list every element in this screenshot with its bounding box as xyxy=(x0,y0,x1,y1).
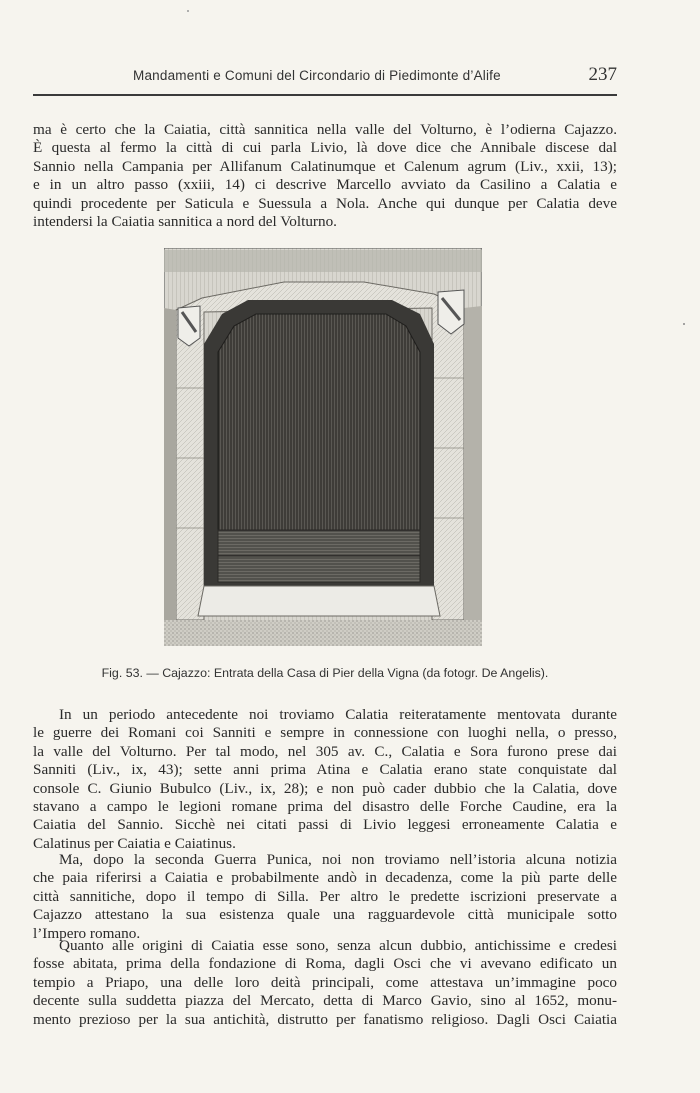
paragraph-calatia-guerre xyxy=(33,706,617,853)
coat-of-arms-left xyxy=(178,306,200,346)
running-title: Mandamenti e Comuni del Circondario di Piedimonte d’Alife xyxy=(133,68,501,83)
wooden-door xyxy=(218,314,420,540)
text-line: Quanto alle origini di Caiatia esse sono, senza alcun dubbio, antichissime e credesi xyxy=(59,937,617,954)
text-line: fosse abitata, prima della fondazione di Roma, dagli Osci che vi avevano edificato un xyxy=(33,955,617,973)
text-line: intendersi la Caiatia sannitica a nord del Volturno. xyxy=(33,213,337,231)
text-line: Cajazzo attestano la sua esistenza quale una ragguardevole città municipale sotto xyxy=(33,906,617,924)
text-line: mento prezioso per la sua antichità, distrutto per fanatismo religioso. Dagli Osci Caiatia xyxy=(33,1010,617,1028)
text-line: In un periodo antecedente noi troviamo Calatia reiteratamente mentovata durante xyxy=(59,706,617,723)
paragraph-caiatia-livio xyxy=(33,121,617,231)
text-line: Ma, dopo la seconda Guerra Punica, noi non troviamo nell’istoria alcuna notizia xyxy=(59,851,617,868)
ground xyxy=(164,620,482,646)
text-line: decente sulla suddetta piazza del Mercato, detta di Marco Gavio, sino al 1652, monu- xyxy=(33,992,617,1010)
text-line: la valle del Volturno. Per tal modo, nel 305 av. C., Calatia e Sora furono prese dai xyxy=(33,742,617,760)
text-line: le guerre dei Romani coi Sanniti e sempre in connessione con luoghi nella, o presso, xyxy=(33,724,617,742)
doorway-illustration xyxy=(164,248,482,646)
text-line: Calatinus per Caiatia e Caiatinus. xyxy=(33,834,236,852)
text-line: che paia riferirsi a Caiatia e probabilmente andò in decadenza, come la più parte delle xyxy=(33,869,617,887)
coat-of-arms-right xyxy=(438,290,464,334)
figure-caption: Fig. 53. — Cajazzo: Entrata della Casa di Pier della Vigna (da fotogr. De Angelis). xyxy=(101,666,549,680)
text-line: e in un altro passo (xxiii, 14) ci descrive Marcello avviato da Casilino a Calatia e xyxy=(33,176,617,194)
paragraph-seconda-guerra-punica xyxy=(33,851,617,943)
figure-doorway-engraving xyxy=(164,248,482,646)
text-line: quindi procedente per Saticula e Suessula a Nola. Anche qui dunque per Calatia deve xyxy=(33,194,617,212)
door-threshold xyxy=(198,586,440,616)
paragraph-origini-caiatia xyxy=(33,937,617,1029)
text-line: stavano a campo le legioni romane prima del disastro delle Forche Caudine, era la xyxy=(33,798,617,816)
text-line: tempio a Priapo, una delle loro deità principali, come attestava un’immagine poco xyxy=(33,973,617,991)
text-line: l’Impero romano. xyxy=(33,924,141,942)
header-rule xyxy=(33,94,617,96)
text-line: È questa al fermo la città di cui parla Livio, là dove dice che Annibale discese dal xyxy=(33,139,617,157)
text-line: ma è certo che la Caiatia, città sannitica nella valle del Volturno, è l’odierna Cajazzo. xyxy=(33,121,617,138)
text-line: città sannitiche, dopo il tempo di Silla. Per altro le predette iscrizioni preservate a xyxy=(33,887,617,905)
text-line: Sannio nella Campania per Allifanum Calatinumque et Calenum agrum (Liv., xxii, 13); xyxy=(33,157,617,175)
page-speck xyxy=(187,10,189,12)
text-line: console C. Giunio Bubulco (Liv., ix, 28); e non può cader dubbio che la Calatia, dove xyxy=(33,779,617,797)
page-number: 237 xyxy=(588,64,617,85)
text-line: Caiatia del Sannio. Sicchè nei citati passi di Livio leggesi erroneamente Calatia e xyxy=(33,816,617,834)
text-line: Sanniti (Liv., ix, 43); sette anni prima Atina e Calatia erano state conquistate dal xyxy=(33,761,617,779)
page-header xyxy=(33,64,617,88)
page-speck xyxy=(683,323,685,325)
